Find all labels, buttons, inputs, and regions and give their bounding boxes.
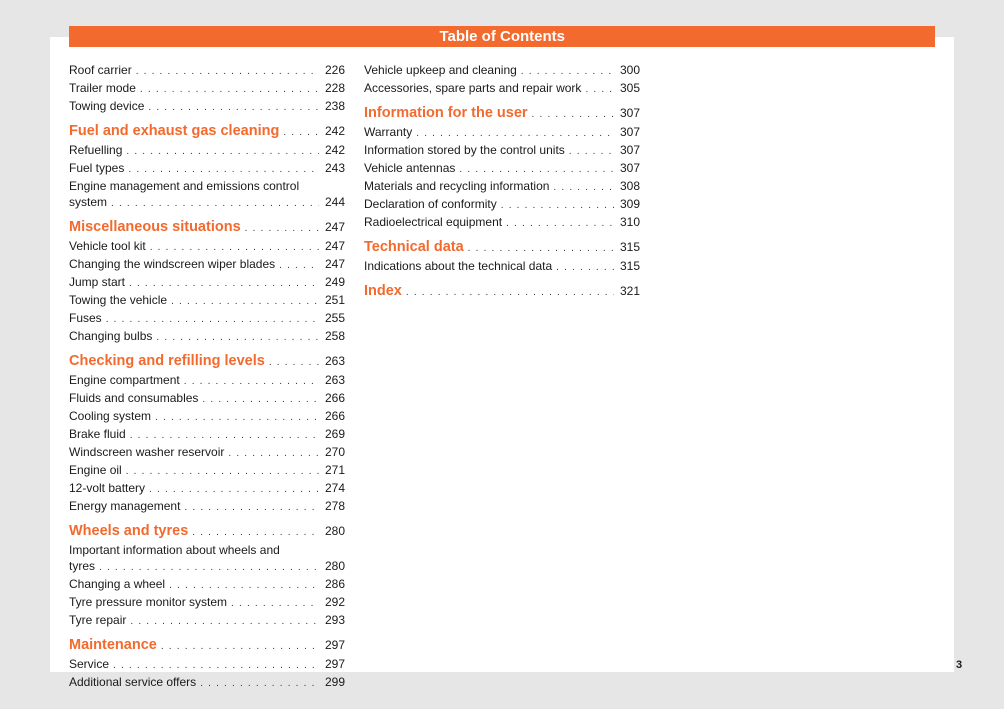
toc-section-misc[interactable]: Miscellaneous situations . . . 247 (69, 218, 345, 238)
toc-entry[interactable]: Warranty . . . 307 (364, 124, 640, 142)
toc-entry[interactable]: Vehicle antennas . . . 307 (364, 160, 640, 178)
toc-entry[interactable]: Changing the windscreen wiper blades . . . 247 (69, 256, 345, 274)
page-number: 3 (956, 659, 963, 671)
toc-entry[interactable]: Tyre pressure monitor system . . . 292 (69, 594, 345, 612)
toc-entry[interactable]: Refuelling . . . 242 (69, 142, 345, 160)
toc-entry[interactable]: Roof carrier . . . 226 (69, 62, 345, 80)
toc-entry-wrapped-line[interactable]: Important information about wheels and (69, 543, 280, 557)
toc-entry[interactable]: Engine oil . . . 271 (69, 462, 345, 480)
toc-entry[interactable]: Information stored by the control units . . . 307 (364, 142, 640, 160)
toc-section-fuel[interactable]: Fuel and exhaust gas cleaning . . . 242 (69, 122, 345, 142)
toc-entry[interactable]: Towing the vehicle . . . 251 (69, 292, 345, 310)
toc-entry[interactable]: Windscreen washer reservoir . . . 270 (69, 444, 345, 462)
toc-entry[interactable]: Cooling system . . . 266 (69, 408, 345, 426)
toc-entry[interactable]: system . . . 244 (69, 194, 345, 212)
toc-section-checking[interactable]: Checking and refilling levels . . . 263 (69, 352, 345, 372)
toc-entry[interactable]: Indications about the technical data . . . 315 (364, 258, 640, 276)
toc-entry-wrapped-line[interactable]: Engine management and emissions control (69, 179, 300, 193)
toc-entry[interactable]: Brake fluid . . . 269 (69, 426, 345, 444)
page-title: Table of Contents (439, 28, 565, 45)
toc-entry[interactable]: Materials and recycling information . . . 308 (364, 178, 640, 196)
toc-entry[interactable]: Fuses . . . 255 (69, 310, 345, 328)
toc-section-maintenance[interactable]: Maintenance . . . 297 (69, 636, 345, 656)
toc-entry[interactable]: Fluids and consumables . . . 266 (69, 390, 345, 408)
toc-entry[interactable]: Declaration of conformity . . . 309 (364, 196, 640, 214)
toc-entry[interactable]: Vehicle upkeep and cleaning . . . 300 (364, 62, 640, 80)
header-bar (69, 26, 935, 47)
toc-entry[interactable]: Changing bulbs . . . 258 (69, 328, 345, 346)
toc-right-column (364, 62, 640, 302)
toc-entry[interactable]: Energy management . . . 278 (69, 498, 345, 516)
toc-entry[interactable]: Vehicle tool kit . . . 247 (69, 238, 345, 256)
toc-section-wheels[interactable]: Wheels and tyres . . . 280 (69, 522, 345, 542)
toc-entry[interactable]: Accessories, spare parts and repair work . . . 305 (364, 80, 640, 98)
toc-entry[interactable]: Fuel types . . . 243 (69, 160, 345, 178)
toc-entry[interactable]: Jump start . . . 249 (69, 274, 345, 292)
toc-entry[interactable]: Trailer mode . . . 228 (69, 80, 345, 98)
toc-section-info-user[interactable]: Information for the user . . . 307 (364, 104, 640, 124)
toc-entry[interactable]: Radioelectrical equipment . . . 310 (364, 214, 640, 232)
toc-entry[interactable]: 12-volt battery . . . 274 (69, 480, 345, 498)
toc-entry[interactable]: Changing a wheel . . . 286 (69, 576, 345, 594)
toc-entry[interactable]: Tyre repair . . . 293 (69, 612, 345, 630)
toc-section-technical[interactable]: Technical data . . . 315 (364, 238, 640, 258)
toc-entry[interactable]: Additional service offers . . . 299 (69, 674, 345, 692)
toc-entry[interactable]: Service . . . 297 (69, 656, 345, 674)
toc-entry[interactable]: Towing device . . . 238 (69, 98, 345, 116)
toc-left-column (69, 62, 345, 692)
toc-entry[interactable]: Engine compartment . . . 263 (69, 372, 345, 390)
toc-entry[interactable]: tyres . . . 280 (69, 558, 345, 576)
toc-section-index[interactable]: Index . . . 321 (364, 282, 640, 302)
